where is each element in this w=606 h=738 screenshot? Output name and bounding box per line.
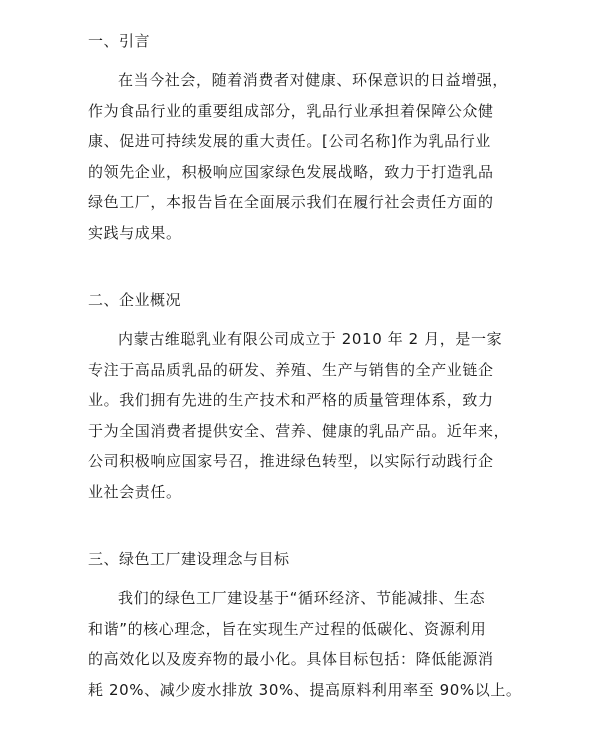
paragraph-line: 业。我们拥有先进的生产技术和严格的质量管理体系，致力 xyxy=(88,391,494,409)
paragraph-line: 作为食品行业的重要组成部分，乳品行业承担着保障公众健 xyxy=(88,101,494,120)
paragraph-line: 和谐”的核心理念，旨在实现生产过程的低碳化、资源利用 xyxy=(88,619,487,638)
section-paragraph xyxy=(88,583,528,705)
paragraph-line: 的领先企业，积极响应国家绿色发展战略，致力于打造乳品 xyxy=(88,162,494,181)
paragraph-line: 专注于高品质乳品的研发、养殖、生产与销售的全产业链企 xyxy=(88,360,494,379)
paragraph-line: 业社会责任。 xyxy=(88,482,182,501)
section-green-factory-goals xyxy=(88,549,528,705)
paragraph-line: 的高效化以及废弃物的最小化。具体目标包括：降低能源消 xyxy=(88,650,494,668)
paragraph-line: 耗 20%、减少废水排放 30%、提高原料利用率至 90%以上。 xyxy=(88,680,522,699)
section-heading: 三、绿色工厂建设理念与目标 xyxy=(88,550,290,568)
paragraph-line: 公司积极响应国家号召，推进绿色转型，以实际行动践行企 xyxy=(88,452,494,470)
section-company-overview xyxy=(88,290,528,507)
paragraph-line: 于为全国消费者提供安全、营养、健康的乳品产品。近年来， xyxy=(88,421,510,440)
paragraph-line: 在当今社会，随着消费者对健康、环保意识的日益增强， xyxy=(118,71,509,89)
paragraph-line: 康、促进可持续发展的重大责任。[公司名称]作为乳品行业 xyxy=(88,132,491,150)
paragraph-line: 内蒙古维聪乳业有限公司成立于 2010 年 2 月，是一家 xyxy=(118,330,503,348)
section-heading: 二、企业概况 xyxy=(88,291,182,309)
section-introduction xyxy=(88,31,528,248)
paragraph-line: 绿色工厂，本报告旨在全面展示我们在履行社会责任方面的 xyxy=(88,193,494,211)
section-paragraph xyxy=(88,65,528,248)
section-heading: 一、引言 xyxy=(88,32,151,50)
section-paragraph xyxy=(88,324,528,507)
paragraph-line: 实践与成果。 xyxy=(88,223,182,242)
paragraph-line: 我们的绿色工厂建设基于“循环经济、节能减排、生态 xyxy=(118,589,486,607)
